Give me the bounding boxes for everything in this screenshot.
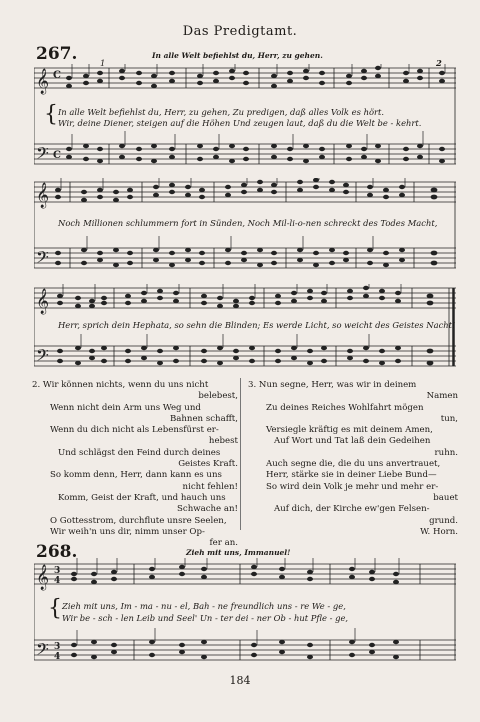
volta-2: 2	[436, 58, 442, 68]
verse-3-line: Auf Wort und Tat laß dein Gedeihen	[274, 436, 431, 447]
verse-3-line: Herr, stärke sie in deiner Liebe Bund—	[266, 470, 437, 481]
svg-text:4: 4	[54, 576, 61, 586]
verse-3-line: Zu deines Reiches Wohlfahrt mögen	[266, 402, 424, 413]
verse-2-line: So komm denn, Herr, dann kann es uns	[50, 470, 222, 481]
svg-text:𝄞: 𝄞	[36, 69, 50, 94]
verse-2-line: Wenn nicht dein Arm uns Weg und	[50, 402, 201, 413]
column-divider	[240, 378, 241, 530]
page-number: 184	[229, 674, 251, 687]
volta-1: 1	[100, 58, 106, 68]
svg-text:C: C	[53, 150, 61, 161]
lyrics-267-line1-verse2: Wir, deine Diener, steigen auf die Höhen Und zeugen laut, daß du die Welt be - kehrt.	[58, 118, 422, 128]
lyrics-267-line1-verse1: In alle Welt befiehlst du, Herr, zu gehen, Zu predigen, daß alles Volk es hört.	[58, 107, 385, 117]
verse-2-line: 2. Wir können nichts, wenn du uns nicht	[32, 380, 209, 390]
tune-title-267: In alle Welt befiehlst du, Herr, zu gehen.	[152, 51, 323, 60]
verse-3-line: So wird dein Volk je mehr und mehr er-	[266, 481, 439, 492]
lyrics-268-verse1: Zieh mit uns, Im - ma - nu - el, Bah - ne freundlich uns - re We - ge,	[62, 601, 346, 611]
verse-2-line: fer an.	[209, 538, 238, 549]
verse-2-line: Geistes Kraft.	[178, 459, 238, 470]
page-header: Das Predigtamt.	[182, 24, 298, 39]
verse-3-line: grund.	[429, 515, 458, 526]
hymn-number-268: 268.	[36, 542, 78, 562]
verse-2-line: Wenn du dich nicht als Lebensfürst er-	[50, 425, 219, 436]
lyrics-brace: {	[44, 102, 58, 127]
svg-text:𝄢: 𝄢	[36, 247, 49, 271]
music-system-2	[34, 178, 456, 282]
verse-2-line: Schwache an!	[177, 504, 238, 515]
lyrics-brace-268: {	[48, 596, 62, 621]
verse-2-line: O Gottesstrom, durchflute unsre Seelen,	[50, 515, 227, 526]
svg-text:𝄞: 𝄞	[36, 565, 50, 590]
svg-text:𝄢: 𝄢	[36, 143, 49, 167]
verse-2-line: Bahnen schafft,	[169, 413, 238, 424]
verse-3-line: Versiegle kräftig es mit deinem Amen,	[266, 425, 433, 436]
hymn-number-267: 267.	[36, 44, 78, 64]
verse-2-line: Und schlägst den Feind durch deines	[58, 447, 221, 458]
verse-3-line: tun,	[440, 413, 458, 424]
verse-3-line: Auch segne die, die du uns anvertrauet,	[266, 459, 441, 470]
verse-2-line: Komm, Geist der Kraft, und hauch uns	[58, 492, 226, 503]
hymn-author: W. Horn.	[420, 526, 458, 537]
svg-text:C: C	[53, 70, 61, 81]
svg-text:3: 3	[54, 642, 61, 652]
lyrics-267-line2: Noch Millionen schlummern fort in Sünden, Noch Mil-li-o-nen schreckt des Todes Macht,	[58, 218, 438, 228]
verse-3-line: Auf dich, der Kirche ew'gen Felsen-	[274, 504, 430, 515]
svg-text:4: 4	[54, 652, 61, 662]
lyrics-267-line3: Herr, sprich dein Hephata, so sehn die Blinden; Es werde Licht, so weicht des Geistes Nacht!	[58, 320, 456, 330]
verse-2-line: Wir weih'n uns dir, nimm unser Op-	[50, 526, 205, 537]
verse-3-line: bauet	[433, 492, 458, 503]
svg-text:𝄞: 𝄞	[36, 183, 50, 208]
verse-3-line: ruhn.	[434, 447, 458, 458]
verse-3	[248, 380, 458, 538]
svg-text:𝄢: 𝄢	[36, 639, 49, 663]
verse-3-line: Namen	[426, 391, 458, 402]
svg-text:3: 3	[54, 566, 61, 576]
tune-title-268: Zieh mit uns, Immanuel!	[186, 548, 291, 557]
music-system-3	[34, 284, 456, 380]
verse-2-line: belebest,	[198, 391, 238, 402]
verse-2-line: nicht fehlen!	[182, 481, 238, 492]
verse-2	[32, 380, 238, 549]
svg-text:𝄞: 𝄞	[36, 289, 50, 314]
svg-text:𝄢: 𝄢	[36, 345, 49, 369]
verse-3-line: 3. Nun segne, Herr, was wir in deinem	[248, 380, 417, 390]
lyrics-268-verse2: Wir be - sch - len Leib und Seel' Un - ter dei - ner Ob - hut Pfle - ge,	[62, 613, 349, 623]
verse-2-line: hebest	[208, 436, 238, 447]
